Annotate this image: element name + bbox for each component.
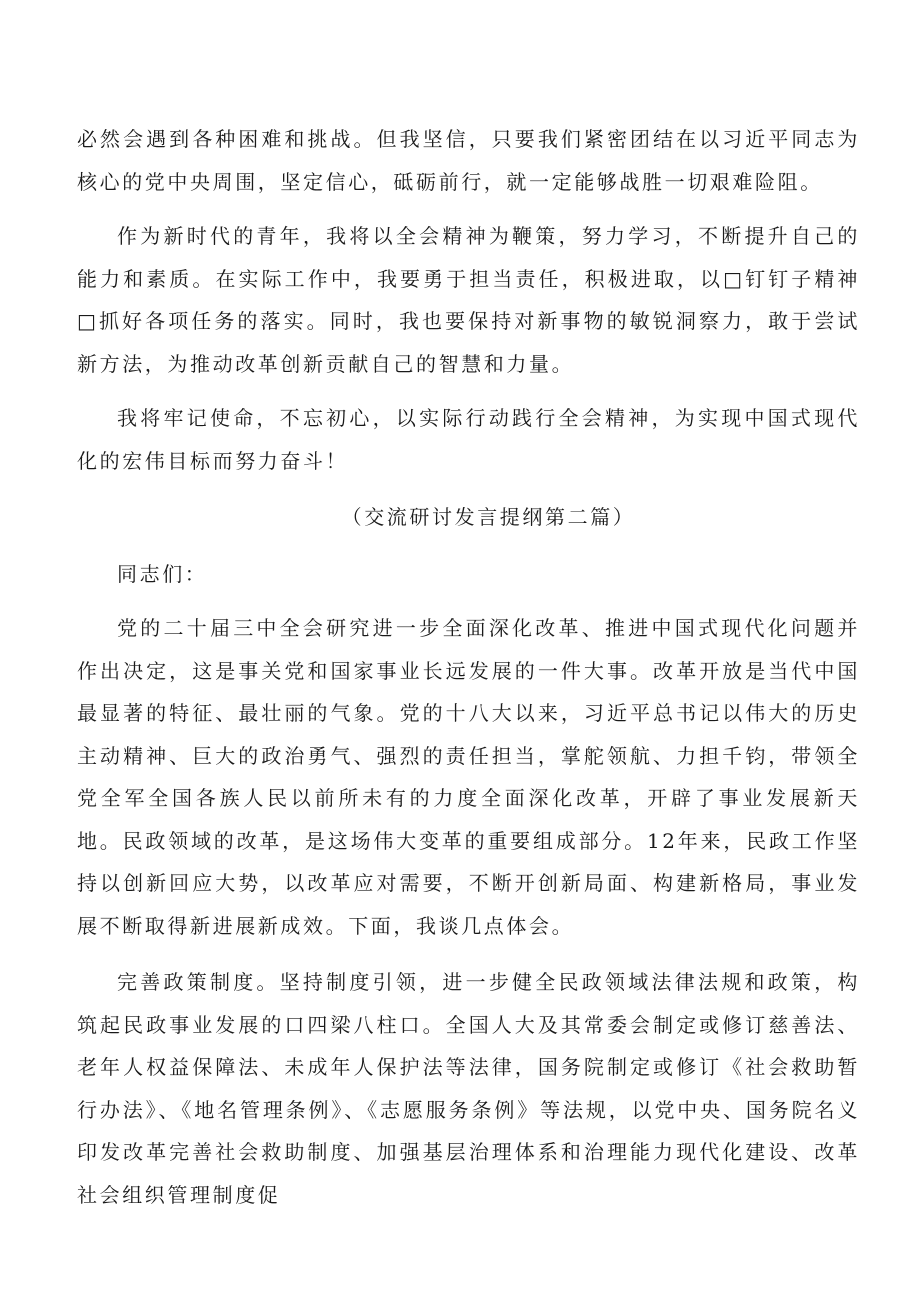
paragraph-policy: 完善政策制度。坚持制度引领，进一步健全民政领域法律法规和政策，构筑起民政事业发展的口四梁八柱口。全国人大及其常委会制定或修订慈善法、老年人权益保障法、未成年人保护法等法律，国务院制定或修订《社会救助暂行办法》、《地名管理条例》、《志愿服务条例》等法规，以党中央、国务院名义印发改革完善社会救助制度、加强基层治理体系和治理能力现代化建设、改革社会组织管理制度促 — [77, 970, 860, 1207]
paragraph-mission: 我将牢记使命，不忘初心，以实际行动践行全会精神，为实现中国式现代化的宏伟目标而努力奋斗！ — [77, 406, 860, 473]
paragraph-continuation: 必然会遇到各种困难和挑战。但我坚信，只要我们紧密团结在以习近平同志为核心的党中央周围，坚定信心，砥砺前行，就一定能够战胜一切艰难险阻。 — [77, 127, 860, 194]
section-heading: （交流研讨发言提纲第二篇） — [341, 505, 636, 529]
paragraph-reform: 党的二十届三中全会研究进一步全面深化改革、推进中国式现代化问题并作出决定，这是事关党和国家事业长远发展的一件大事。改革开放是当代中国最显著的特征、最壮丽的气象。党的十八大以来，习近平总书记以伟大的历史主动精神、巨大的政治勇气、强烈的责任担当，掌舵领航、力担千钧，带领全党全军全国各族人民以前所未有的力度全面深化改革，开辟了事业发展新天地。民政领域的改革，是这场伟大变革的重要组成部分。12年来，民政工作坚持以创新回应大势，以改革应对需要，不断开创新局面、构建新格局，事业发展不断取得新进展新成效。下面，我谈几点体会。 — [77, 616, 860, 938]
paragraph-youth: 作为新时代的青年，我将以全会精神为鞭策，努力学习，不断提升自己的能力和素质。在实际工作中，我要勇于担当责任，积极进取，以□钉钉子精神□抓好各项任务的落实。同时，我也要保持对新事物的敏锐洞察力，敢于尝试新方法，为推动改革创新贡献自己的智慧和力量。 — [77, 224, 860, 376]
salutation: 同志们： — [117, 561, 208, 586]
